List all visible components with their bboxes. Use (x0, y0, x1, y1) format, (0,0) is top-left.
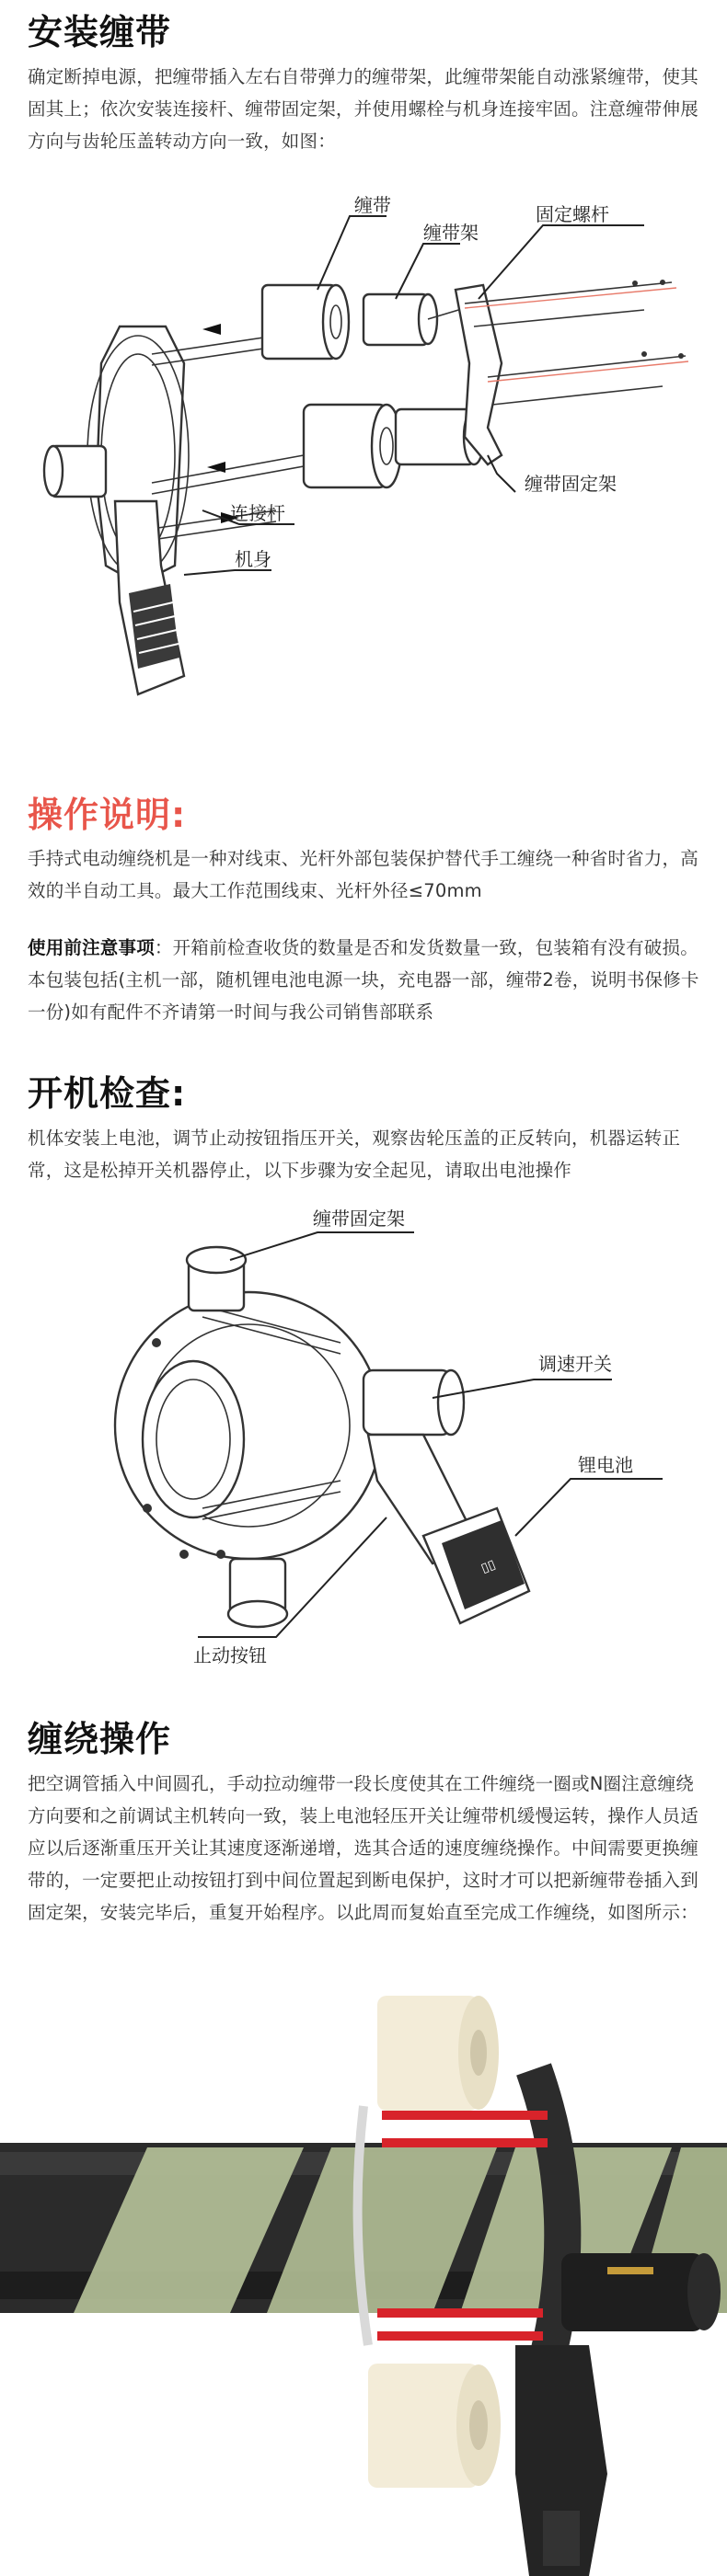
label-tape-fixing-frame: 缠带固定架 (525, 473, 617, 495)
label-speed-switch: 调速开关 (538, 1353, 612, 1375)
handle (368, 1435, 529, 1623)
motor-housing (44, 446, 106, 497)
upper-tape-rack (364, 294, 465, 345)
label-tape-rack: 缠带架 (423, 222, 479, 244)
wrapping-title: 缠绕操作 (28, 1719, 172, 1759)
label-body: 机身 (235, 548, 271, 570)
notice-block (28, 932, 704, 1028)
startup-body: 机体安装上电池，调节止动按钮指压开关，观察齿轮压盖的正反转向，机器运转正常，这是松掉开关机器停止，以下步骤为安全起见，请取出电池操作 (28, 1128, 681, 1181)
startup-title: 开机检查: (28, 1073, 187, 1114)
install-title: 安装缠带 (28, 12, 172, 52)
label-tape-fixing-frame-2: 缠带固定架 (313, 1208, 405, 1230)
motor (364, 1370, 464, 1435)
label-tape: 缠带 (354, 194, 391, 216)
lower-rack (228, 1559, 287, 1627)
install-diagram (0, 179, 727, 722)
notice-label: 使用前注意事项 (28, 937, 155, 958)
label-stop-button: 止动按钮 (193, 1644, 267, 1666)
label-battery: 锂电池 (578, 1454, 633, 1476)
notice-body: ：开箱前检查收货的数量是否和发货数量一致，包装箱有没有破损。本包装包括(主机一部，随机锂电池电源一块，充电器一部，缠带2卷，说明书保修卡一份)如有配件不齐请第一时间与我公司销售部联系 (28, 937, 699, 1023)
upper-rack (187, 1247, 246, 1311)
wrapping-photo (0, 1959, 727, 2576)
lower-tape-roll-photo (368, 2364, 501, 2488)
label-connecting-rod: 连接杆 (230, 502, 285, 524)
machine-ring (115, 1292, 382, 1559)
upper-tape-roll (262, 285, 349, 359)
wrapping-body: 把空调管插入中间圆孔，手动拉动缠带一段长度使其在工件缠绕一圈或N圈注意缠绕方向要和之前调试主机转向一致，装上电池轻压开关让缠带机缓慢运转，操作人员适应以后逐渐重压开关让其速度逐渐递增，选其合适的速度缠绕操作。中间需要更换缠带的，一定要把止动按钮打到中间位置起到断电保护，这时才可以把新缠带卷插入到固定架，安装完毕后，重复开始程序。以此周而复始直至完成工作缠绕，如图所示： (28, 1773, 698, 1923)
svg-text:▯▯: ▯▯ (479, 1557, 498, 1576)
lower-tape-roll (304, 405, 401, 487)
startup-diagram (0, 1205, 727, 1701)
upper-tape-roll-photo (377, 1996, 499, 2111)
operation-body: 手持式电动缠绕机是一种对线束、光杆外部包装保护替代手工缠绕一种省时省力，高效的半自动工具。最大工作范围线束、光杆外径≤70mm (28, 848, 698, 901)
fixing-screws (465, 280, 688, 405)
operation-title: 操作说明: (28, 795, 187, 835)
install-body: 确定断掉电源，把缠带插入左右自带弹力的缠带架，此缠带架能自动涨紧缠带，使其固其上；依次安装连接杆、缠带固定架，并使用螺栓与机身连接牢固。注意缠带伸展方向与齿轮压盖转动方向一致，如图： (28, 66, 698, 152)
label-fixing-screw: 固定螺杆 (536, 203, 609, 225)
